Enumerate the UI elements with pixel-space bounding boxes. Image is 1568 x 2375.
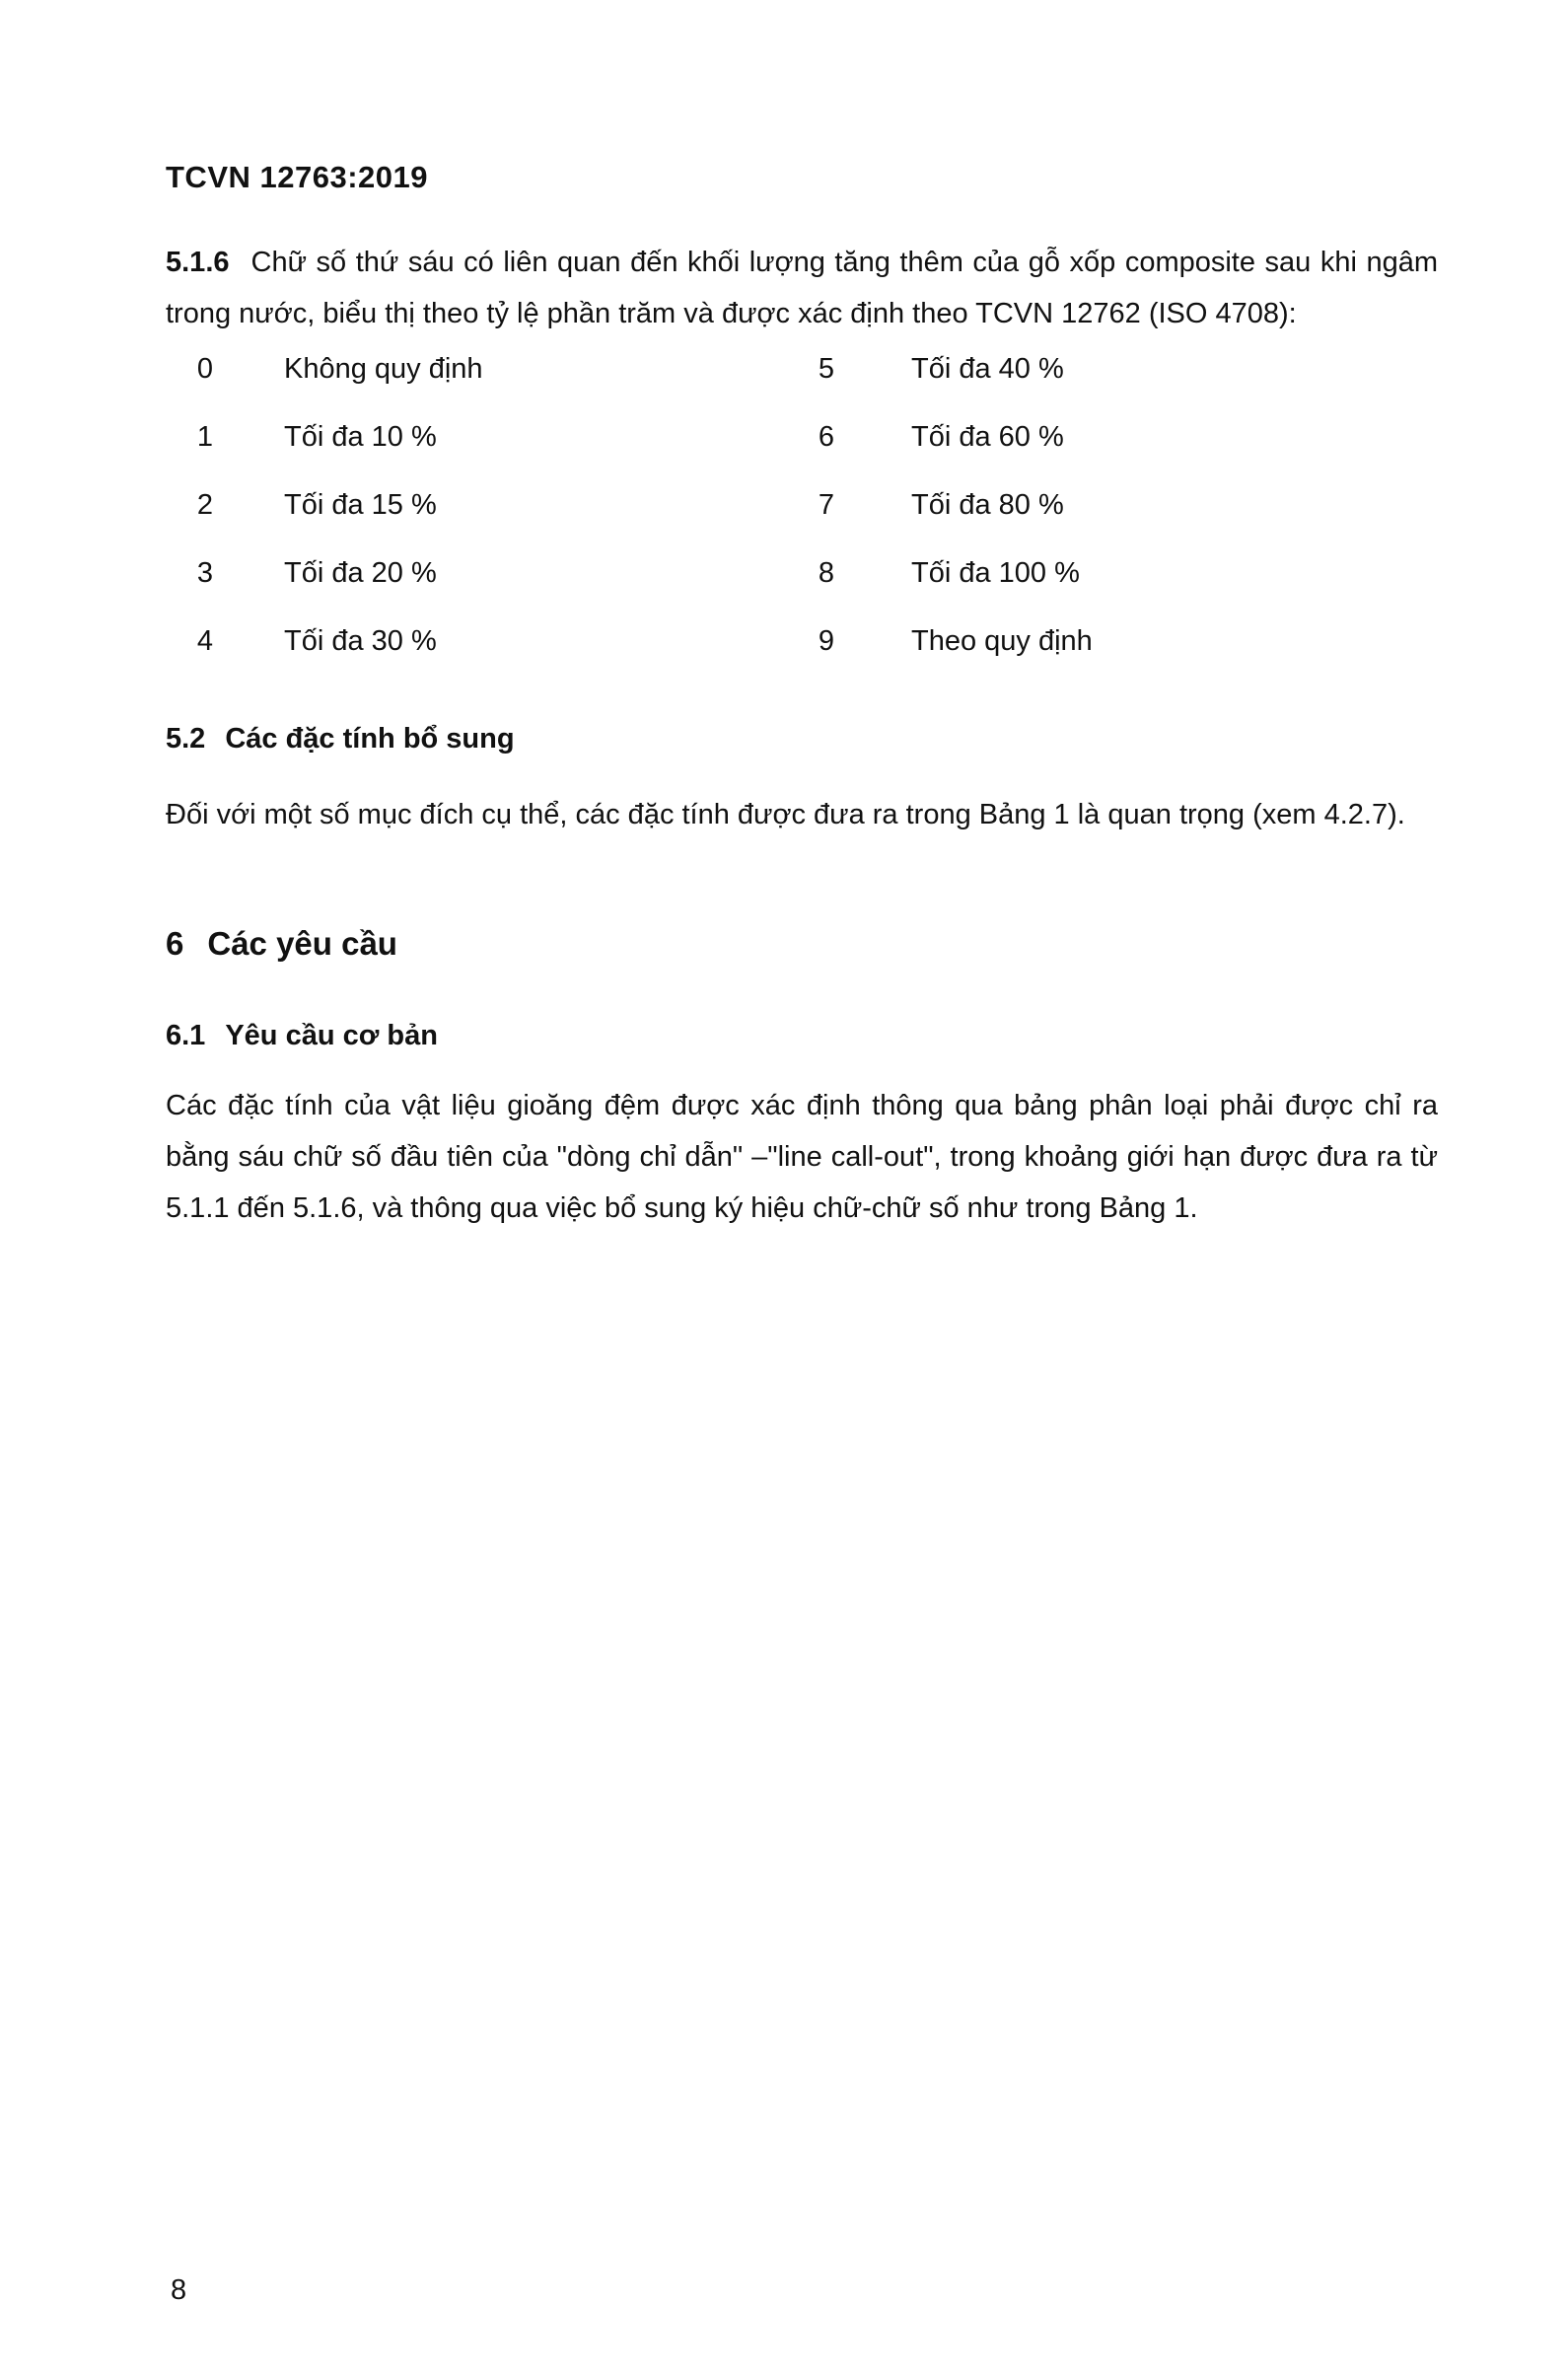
section-6-heading [166,925,397,963]
list-item-code: 9 [818,625,835,657]
section-6-1-heading [166,1020,438,1052]
list-row [166,353,1152,421]
section-5-2-paragraph: Đối với một số mục đích cụ thể, các đặc tính được đưa ra trong Bảng 1 là quan trọng (xem 4.2.7). [166,799,1405,830]
section-5-2-heading [166,723,515,756]
list-item-label: Tối đa 40 % [911,353,1064,385]
classification-list [166,353,1152,693]
list-row [166,489,1152,557]
list-item-code: 2 [196,489,214,521]
section-6-1-title: Yêu cầu cơ bản [225,1020,438,1051]
section-6-1-number: 6.1 [166,1020,206,1051]
list-item-code: 5 [818,353,835,385]
list-row [166,421,1152,489]
list-item-label: Tối đa 80 % [911,489,1064,521]
list-item-label: Tối đa 10 % [284,421,437,453]
list-item-label: Theo quy định [911,625,1093,657]
section-5-2-number: 5.2 [166,723,206,755]
list-item-code: 0 [196,353,214,385]
list-item-code: 7 [818,489,835,521]
list-row [166,625,1152,693]
list-item-label: Tối đa 100 % [911,557,1080,589]
clause-5-1-6-number: 5.1.6 [166,247,230,278]
list-item-label: Không quy định [284,353,483,385]
section-5-2-title: Các đặc tính bổ sung [225,723,515,755]
list-item-label: Tối đa 60 % [911,421,1064,453]
list-item-code: 3 [196,557,214,589]
list-item-label: Tối đa 20 % [284,557,437,589]
list-item-code: 1 [196,421,214,453]
list-item-code: 8 [818,557,835,589]
clause-5-1-6-text: Chữ số thứ sáu có liên quan đến khối lượng tăng thêm của gỗ xốp composite sau khi ngâm trong nước, biểu thị theo tỷ lệ phần trăm và được xác định theo TCVN 12762 (ISO 4708): [166,247,1438,329]
clause-5-1-6-paragraph [166,237,1438,339]
list-item-label: Tối đa 15 % [284,489,437,521]
list-item-label: Tối đa 30 % [284,625,437,657]
list-item-code: 6 [818,421,835,453]
section-6-1-paragraph: Các đặc tính của vật liệu gioăng đệm được xác định thông qua bảng phân loại phải được chỉ ra bằng sáu chữ số đầu tiên của "dòng chỉ dẫn" –"line call-out", trong khoảng giới hạn được đưa ra từ 5.1.1 đến 5.1.6, và thông qua việc bổ sung ký hiệu chữ-chữ số như trong Bảng 1. [166,1090,1438,1224]
page-number: 8 [171,2274,187,2306]
document-id: TCVN 12763:2019 [166,160,428,194]
section-6-number: 6 [166,925,184,962]
list-row [166,557,1152,625]
section-6-title: Các yêu cầu [207,925,397,962]
list-item-code: 4 [196,625,214,657]
